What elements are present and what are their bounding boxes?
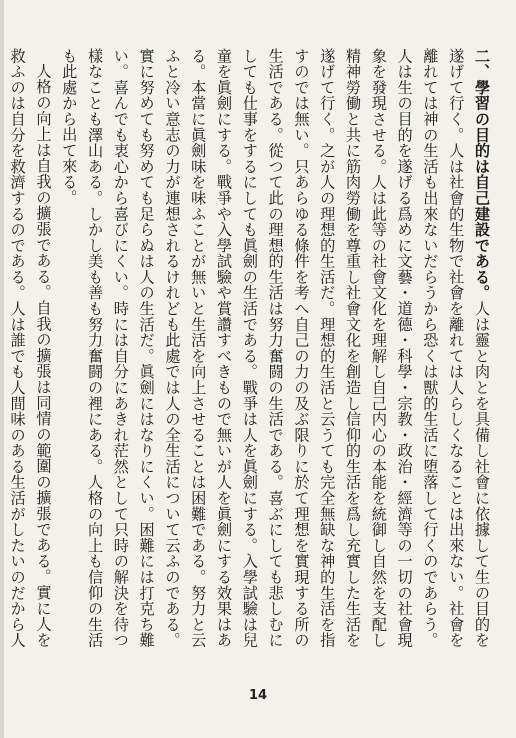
- first-paragraph: [55, 48, 494, 648]
- section-heading: 二、學習の目的は自己建設である。: [473, 48, 491, 301]
- vertical-text-block: [8, 48, 494, 649]
- paragraph-1: 人は靈と肉とを具備し社會に依據して生の目的を遂げて行く。人は社會的生物で社會を離れては人らしくなることは出來ない。社會を離れては神の生活も出來ないだらうから恐くは獸的生活に堕落して行くのであらう。人は生の目的を遂げる爲めに文藝・道德・科學・宗教・政治・經濟等の一切の社會現象を發現させる。人は此等の社會文化を理解し自己内心の本能を統御し自然を支配し精神勞働と共に筋肉勞働を尊重し社會文化を創造し信仰的生活を爲し充實した生活を遂げて行く。之が人の理想的生活だ。理想的生活と云うても完全無缺な神的生活を指すのでは無い。只あらゆる條件を考へ自己の力の及ぶ限りに於て理想を實現する所の生活である。從つて此の理想的生活は努力奮闘の生活である。喜ぶにしても悲しむにしても仕事をするにしても眞劍の生活である。戰爭は人を眞劍にする。入學試驗は兒童を眞劍にする。戰爭や入學試驗や賞讚すべきもので無いが人を眞劍にする效果はある。本當に眞劍味を味ふことが無いと生活を向上させることは困難である。努力と云ふと冷い意志の力が連想されるけれども此處では人の全生活について云ふのである。實に努めても努めても足らぬは人の生活だ。眞劍にはなりにくい。困難には打克ち難い。喜んでも衷心から喜びにくい。時には自分にあきれ茫然として只時の解決を待つ樣なことも澤山ある。しかし美も善も努力奮闘の裡にある。人格の向上も信仰の生活も此處から出て來る。: [60, 48, 491, 649]
- paragraph-2: 人格の向上は自我の擴張である。自我の擴張は同情の範圍の擴張である。實に人を救ふのは自分を救濟するのである。人は誰でも人間味のある生活がしたいのだから人: [8, 48, 53, 648]
- page-number: 14: [248, 688, 268, 703]
